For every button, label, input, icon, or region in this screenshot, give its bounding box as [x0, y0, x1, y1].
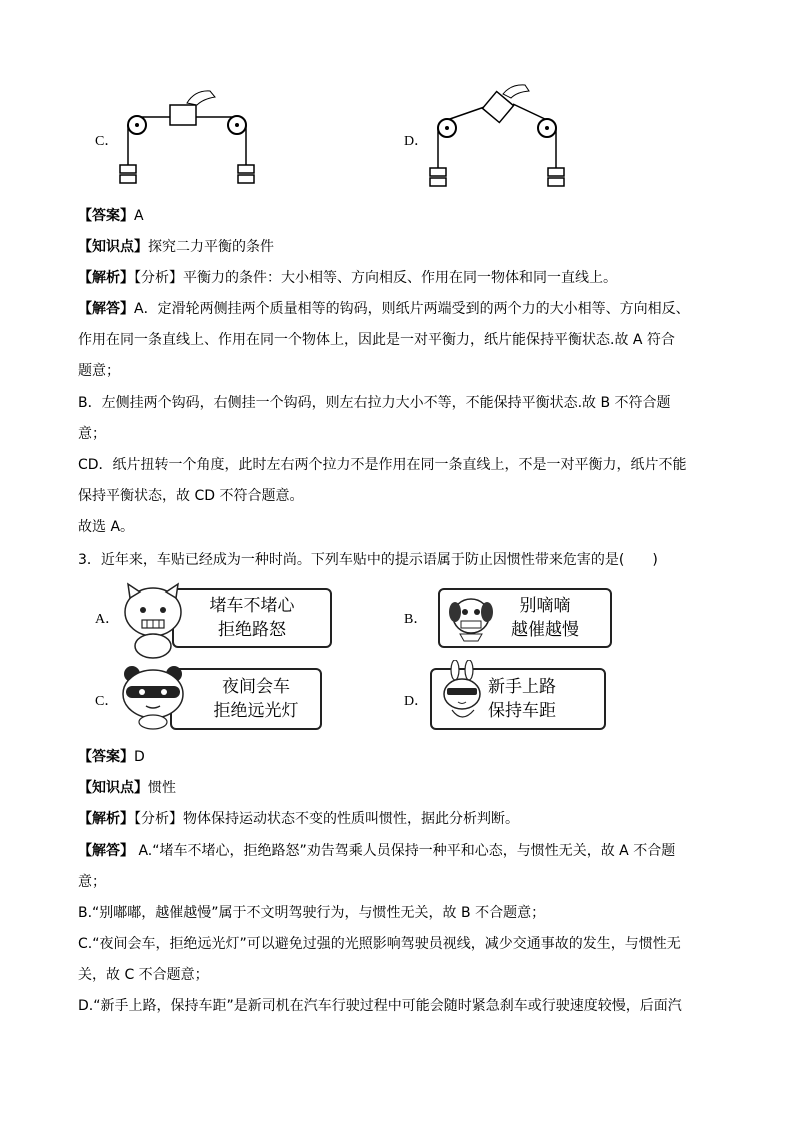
q2-solution-line-6: CD．纸片扭转一个角度，此时左右两个拉力不是作用在同一条直线上，不是一对平衡力，纸片不能: [78, 457, 687, 473]
cat-cartoon-icon: [120, 580, 186, 660]
q3-stem: 3．近年来，车贴已经成为一种时尚。下列车贴中的提示语属于防止因惯性带来危害的是( ): [78, 552, 658, 568]
q3-sticker-b-line1: 别嘀嘀: [519, 596, 571, 616]
q3-solution-line-3: B.“别嘟嘟，越催越慢”属于不文明驾驶行为，与惯性无关，故 B 不合题意；: [78, 905, 546, 921]
q2-solution-line-4: B．左侧挂两个钩码，右侧挂一个钩码，则左右拉力大小不等，不能保持平衡状态.故 B 不符合题: [78, 395, 671, 411]
q2-analysis: [78, 268, 617, 288]
q3-solution-line-2: 意；: [78, 874, 106, 890]
q2-knowledge-point: [78, 237, 274, 257]
q3-analysis-text: 物体保持运动状态不变的性质叫惯性，据此分析判断。: [183, 811, 519, 827]
option-c-label: C．: [95, 134, 119, 149]
q2-answer: [78, 206, 144, 226]
q3-option-c-label: C．: [95, 694, 119, 709]
q3-sticker-d-line1: 新手上路: [488, 677, 556, 697]
q3-analysis-tag: 【解析】: [78, 811, 134, 827]
q2-answer-value: A: [134, 208, 144, 224]
q2-solution-line-8: 故选 A。: [78, 519, 135, 535]
q3-solution-line-4: C.“夜间会车，拒绝远光灯”可以避免过强的光照影响驾驶员视线，减少交通事故的发生，与惯性无: [78, 936, 681, 952]
q3-kp-tag: 【知识点】: [78, 780, 148, 796]
q3-knowledge-point: [78, 778, 176, 798]
q2-solution-tag: 【解答】: [78, 301, 134, 317]
q3-sticker-c-line2: 拒绝远光灯: [213, 701, 299, 721]
q2-solution-line-7: 保持平衡状态，故 CD 不符合题意。: [78, 488, 304, 504]
option-d-label: D．: [404, 134, 429, 149]
q3-sticker-a-line2: 拒绝路怒: [218, 620, 286, 640]
q2-solution-line-2: 作用在同一条直线上、作用在同一个物体上，因此是一对平衡力，纸片能保持平衡状态.故 A 符合: [78, 332, 675, 348]
q2-kp-tag: 【知识点】: [78, 239, 148, 255]
q2-solution-line-1: [78, 299, 690, 319]
q3-answer-value: D: [134, 749, 145, 765]
q2-answer-tag: 【答案】: [78, 208, 134, 224]
q3-sticker-c: [170, 668, 322, 730]
q3-sticker-d-line2: 保持车距: [488, 701, 556, 721]
q3-analysis-sub: 【分析】: [134, 811, 183, 827]
q2-solution-text: A．定滑轮两侧挂两个质量相等的钩码，则纸片两端受到的两个力的大小相等、方向相反、: [134, 301, 690, 317]
q3-option-d-label: D．: [404, 694, 429, 709]
q3-sticker-a-line1: 堵车不堵心: [209, 596, 295, 616]
rabbit-cartoon-icon: [438, 660, 488, 726]
q3-solution-line-6: D.“新手上路，保持车距”是新司机在汽车行驶过程中可能会随时紧急刹车或行驶速度较慢，后面汽: [78, 998, 682, 1014]
q3-sticker-a: [172, 588, 332, 648]
q3-option-b-label: B．: [404, 612, 428, 627]
q3-solution-line-1: [78, 841, 675, 861]
q3-answer: [78, 747, 145, 767]
q3-kp-value: 惯性: [148, 780, 176, 796]
pulley-diagram-c: [115, 85, 275, 193]
q2-solution-line-3: 题意；: [78, 363, 120, 379]
q3-analysis: [78, 809, 519, 829]
q3-sticker-b-line2: 越催越慢: [511, 620, 579, 640]
q3-solution-line-5: 关，故 C 不合题意；: [78, 967, 209, 983]
q3-option-a-label: A．: [95, 612, 120, 627]
q3-solution-tag: 【解答】: [78, 843, 134, 859]
q2-analysis-tag: 【解析】: [78, 270, 134, 286]
q3-solution-text: A.“堵车不堵心，拒绝路怒”劝告驾乘人员保持一种平和心态，与惯性无关，故 A 不合题: [134, 843, 676, 859]
q2-kp-value: 探究二力平衡的条件: [148, 239, 274, 255]
dog-cartoon-icon: [446, 594, 496, 642]
panda-cartoon-icon: [118, 664, 188, 730]
q3-answer-tag: 【答案】: [78, 749, 134, 765]
pulley-diagram-d: [425, 82, 585, 194]
q2-solution-line-5: 意；: [78, 426, 106, 442]
q2-analysis-sub: 【分析】: [134, 270, 183, 286]
q3-sticker-c-line1: 夜间会车: [222, 677, 290, 697]
q2-analysis-text: 平衡力的条件：大小相等、方向相反、作用在同一物体和同一直线上。: [183, 270, 617, 286]
